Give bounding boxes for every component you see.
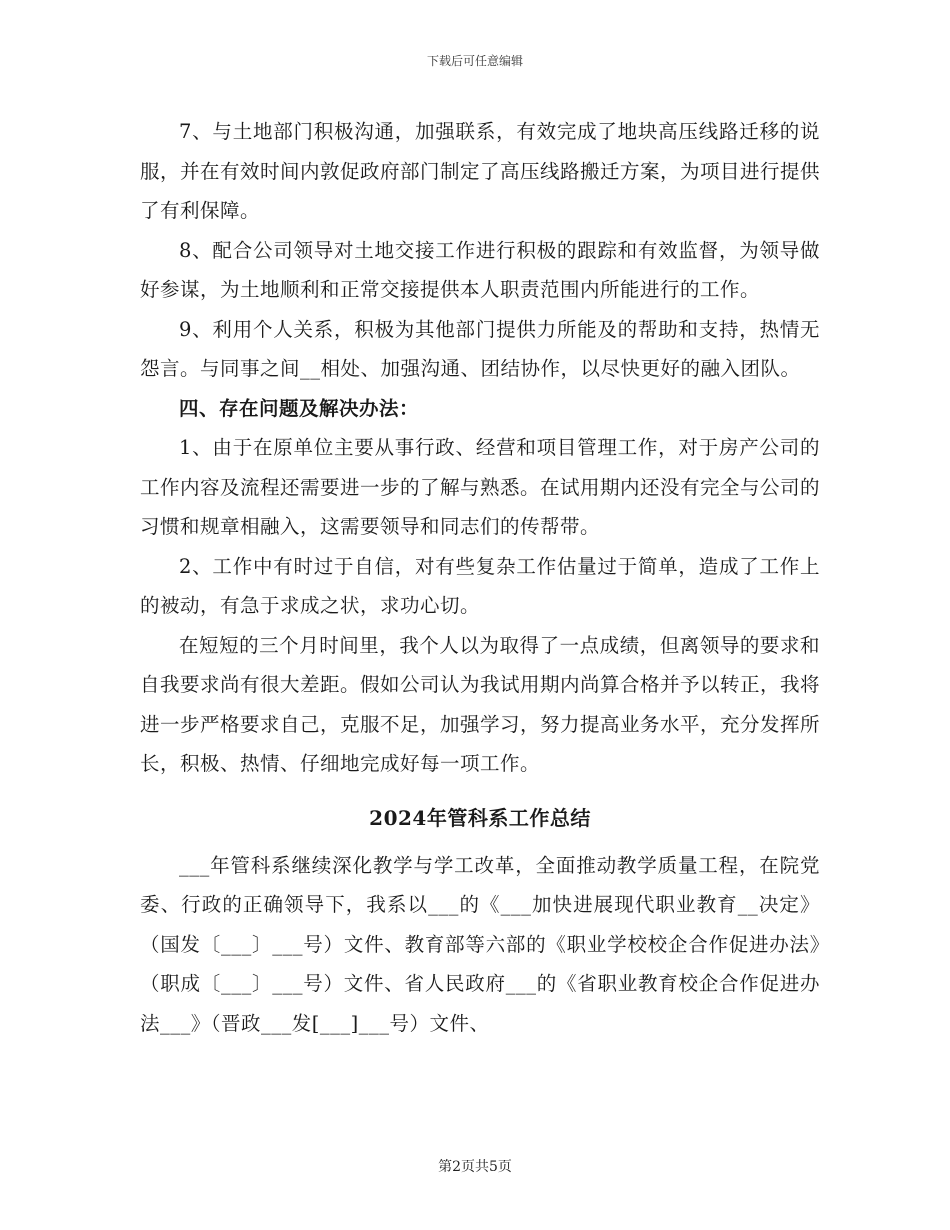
page-header: 下载后可任意编辑 (426, 54, 523, 68)
paragraph-8: 8、配合公司领导对土地交接工作进行积极的跟踪和有效监督，为领导做好参谋，为土地顺利和正常交接提供本人职责范围内所能进行的工作。 (140, 238, 820, 301)
paragraph-9: 9、利用个人关系，积极为其他部门提供力所能及的帮助和支持，热情无怨言。与同事之间__相处、加强沟通、团结协作，以尽快更好的融入团队。 (140, 317, 820, 380)
closing-paragraph: 在短短的三个月时间里，我个人以为取得了一点成绩，但离领导的要求和自我要求尚有很大差距。假如公司认为我试用期内尚算合格并予以转正，我将进一步严格要求自己，克服不足，加强学习，努力提高业务水平，充分发挥所长，积极、热情、仔细地完成好每一项工作。 (140, 633, 821, 775)
section-title: 2024年管科系工作总结 (369, 805, 591, 830)
summary-paragraph-1: ___年管科系继续深化教学与学工改革，全面推动教学质量工程，在院党委、行政的正确领导下，我系以___的《___加快进展现代职业教育__决定》（国发〔___〕___号）文件、教育部等六部的《职业学校校企合作促进办法》（职成〔___〕___号）文件、省人民政府___的《省职业教育校企合作促进办法___》（晋政___发[___]___号）文件、 (140, 853, 820, 1035)
paragraph-7: 7、与土地部门积极沟通，加强联系，有效完成了地块高压线路迁移的说服，并在有效时间内敦促政府部门制定了高压线路搬迁方案，为项目进行提供了有利保障。 (140, 120, 821, 222)
section-4-heading: 四、存在问题及解决办法： (179, 396, 420, 420)
page-footer: 第2页共5页 (438, 1159, 512, 1175)
problem-2: 2、工作中有时过于自信，对有些复杂工作估量过于简单，造成了工作上的被动，有急于求成之状，求功心切。 (140, 554, 820, 617)
document-body (140, 112, 820, 1043)
problem-1: 1、由于在原单位主要从事行政、经营和项目管理工作，对于房产公司的工作内容及流程还需要进一步的了解与熟悉。在试用期内还没有完全与公司的习惯和规章相融入，这需要领导和同志们的传帮带。 (140, 436, 821, 538)
